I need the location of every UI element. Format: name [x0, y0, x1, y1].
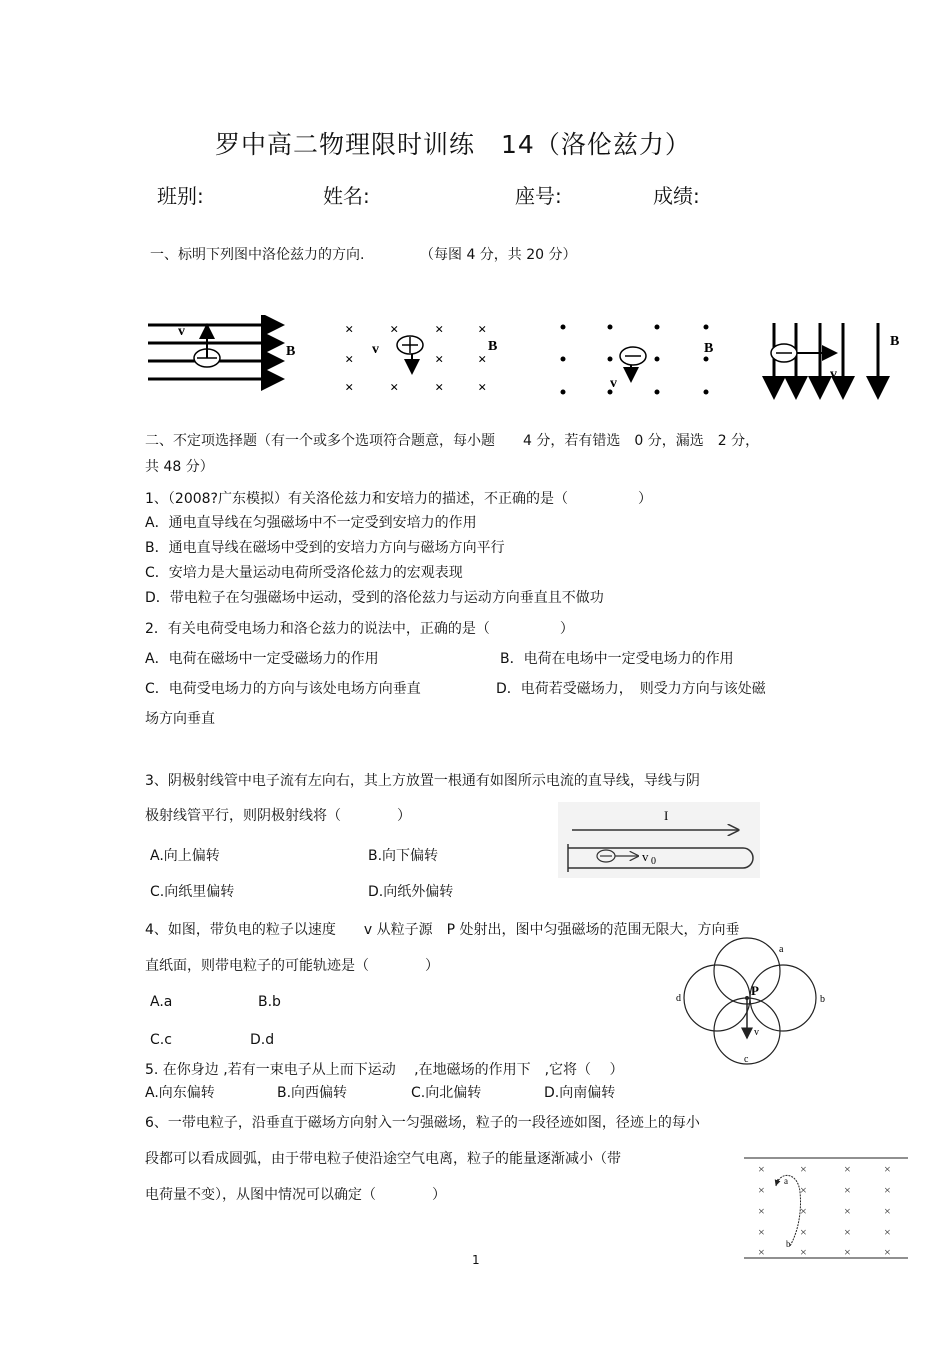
q5-option-d: D.向南偏转 [544, 1085, 616, 1101]
field-label: B [890, 334, 900, 349]
svg-text:×: × [884, 1245, 891, 1259]
q1-option-d: D．带电粒子在匀强磁场中运动，受到的洛伦兹力与运动方向垂直且不做功 [145, 590, 604, 606]
track-label-a: a [784, 1176, 788, 1186]
page-title: 罗中高二物理限时训练 14（洛伦兹力） [215, 130, 691, 159]
label-b: b [820, 994, 825, 1005]
q4-option-d: D.d [250, 1032, 275, 1048]
q1-option-c: C．安培力是大量运动电荷所受洛伦兹力的宏观表现 [145, 565, 463, 581]
particle-track-figure [740, 1152, 912, 1262]
svg-text:×: × [435, 322, 444, 338]
q3-option-d: D.向纸外偏转 [368, 884, 454, 900]
current-label: I [664, 808, 669, 823]
velocity-label: v [610, 376, 617, 391]
figure-4 [771, 323, 899, 397]
velocity-label: v [178, 324, 185, 339]
q4-option-c: C.c [150, 1032, 172, 1048]
section1-heading: 一、标明下列图中洛伦兹力的方向. [150, 247, 365, 263]
velocity-label: v [754, 1027, 759, 1038]
q3-option-a: A.向上偏转 [150, 848, 220, 864]
svg-text:×: × [800, 1204, 807, 1218]
velocity-label: v [372, 342, 379, 357]
q4-stem-line2: 直纸面，则带电粒子的可能轨迹是（ ） [145, 958, 439, 974]
label-d: d [676, 993, 681, 1004]
name-label: 姓名: [323, 184, 370, 208]
svg-text:×: × [478, 322, 487, 338]
q1-option-b: B．通电直导线在磁场中受到的安培力方向与磁场方向平行 [145, 540, 505, 556]
svg-text:×: × [844, 1183, 851, 1197]
svg-text:×: × [758, 1204, 765, 1218]
svg-text:×: × [758, 1245, 765, 1259]
svg-text:×: × [800, 1162, 807, 1176]
q1-option-a: A．通电直导线在匀强磁场中不一定受到安培力的作用 [145, 515, 477, 531]
seat-label: 座号: [515, 184, 562, 208]
q4-option-b: B.b [258, 994, 281, 1010]
svg-text:×: × [345, 380, 354, 396]
field-label: B [488, 339, 498, 354]
q5-stem: 5. 在你身边 ,若有一束电子从上而下运动 ,在地磁场的作用下 ,它将（ ） [145, 1062, 624, 1078]
q4-option-a: A.a [150, 994, 173, 1010]
svg-text:×: × [345, 352, 354, 368]
q3-option-c: C.向纸里偏转 [150, 884, 235, 900]
svg-text:×: × [390, 322, 399, 338]
trajectory-a [714, 938, 780, 1004]
velocity-subscript: 0 [651, 856, 656, 867]
q5-option-b: B.向西偏转 [277, 1085, 348, 1101]
svg-text:×: × [884, 1162, 891, 1176]
svg-text:×: × [844, 1225, 851, 1239]
q2-option-a: A．电荷在磁场中一定受磁场力的作用 [145, 651, 379, 667]
q2-option-d: D．电荷若受磁场力， 则受力方向与该处磁 [496, 681, 766, 697]
score-label: 成绩: [653, 184, 700, 208]
svg-text:×: × [758, 1225, 765, 1239]
svg-text:×: × [800, 1183, 807, 1197]
svg-text:×: × [435, 380, 444, 396]
section2-heading-line2: 共 48 分） [145, 459, 214, 475]
field-into-page-marks [758, 1162, 891, 1259]
svg-text:×: × [345, 322, 354, 338]
q2-option-b: B．电荷在电场中一定受电场力的作用 [500, 651, 734, 667]
field-label: B [704, 341, 714, 356]
trajectory-circles-figure [670, 935, 835, 1070]
svg-text:×: × [758, 1162, 765, 1176]
velocity-label: v [830, 367, 837, 382]
track-label-b: b [786, 1239, 791, 1249]
field-label: B [286, 344, 296, 359]
svg-text:×: × [844, 1204, 851, 1218]
q3-option-b: B.向下偏转 [368, 848, 439, 864]
q2-stem: 2．有关电荷受电场力和洛仑兹力的说法中，正确的是（ ） [145, 621, 574, 637]
svg-text:×: × [478, 352, 487, 368]
cathode-ray-tube-figure [558, 802, 760, 878]
q4-stem-line1: 4、如图，带负电的粒子以速度 v 从粒子源 P 处射出，图中匀强磁场的范围无限大，方向垂 [145, 922, 740, 938]
figure-3 [561, 325, 714, 395]
section1-points: （每图 4 分，共 20 分） [420, 247, 577, 263]
figure-1 [148, 324, 295, 379]
q5-option-a: A.向东偏转 [145, 1085, 215, 1101]
particle-track [776, 1175, 801, 1246]
svg-text:×: × [884, 1183, 891, 1197]
source-label: P [751, 983, 759, 998]
svg-text:×: × [800, 1225, 807, 1239]
q3-stem-line2: 极射线管平行，则阴极射线将（ ） [145, 808, 411, 824]
svg-text:×: × [844, 1162, 851, 1176]
q2-option-c: C．电荷受电场力的方向与该处电场方向垂直 [145, 681, 421, 697]
svg-text:×: × [478, 380, 487, 396]
figure-2 [345, 322, 497, 396]
svg-text:×: × [884, 1225, 891, 1239]
svg-text:×: × [884, 1204, 891, 1218]
svg-text:×: × [435, 352, 444, 368]
q6-stem-line2: 段都可以看成圆弧，由于带电粒子使沿途空气电离，粒子的能量逐渐减小（带 [145, 1151, 621, 1167]
lorentz-force-figures [140, 315, 920, 410]
svg-text:×: × [758, 1183, 765, 1197]
trajectory-b [750, 965, 816, 1031]
q5-option-c: C.向北偏转 [411, 1085, 482, 1101]
q6-stem-line3: 电荷量不变），从图中情况可以确定（ ） [145, 1187, 446, 1203]
velocity-label: v [642, 849, 649, 864]
class-label: 班别: [157, 184, 204, 208]
q3-stem-line1: 3、阴极射线管中电子流有左向右，其上方放置一根通有如图所示电流的直导线，导线与阴 [145, 773, 700, 789]
q6-stem-line1: 6、一带电粒子，沿垂直于磁场方向射入一匀强磁场，粒子的一段径迹如图，径迹上的每小 [145, 1115, 700, 1131]
label-c: c [744, 1054, 749, 1065]
q1-stem: 1、（2008?广东模拟）有关洛伦兹力和安培力的描述，不正确的是（ ） [145, 491, 652, 507]
q2-continuation: 场方向垂直 [145, 711, 215, 727]
page-number: 1 [472, 1253, 480, 1267]
label-a: a [779, 944, 784, 955]
svg-text:×: × [390, 380, 399, 396]
trajectory-d [684, 965, 750, 1031]
svg-text:×: × [800, 1245, 807, 1259]
section2-heading-line1: 二、不定项选择题（有一个或多个选项符合题意，每小题 4 分，若有错选 0 分，漏选 2 分， [145, 433, 760, 449]
svg-text:×: × [844, 1245, 851, 1259]
